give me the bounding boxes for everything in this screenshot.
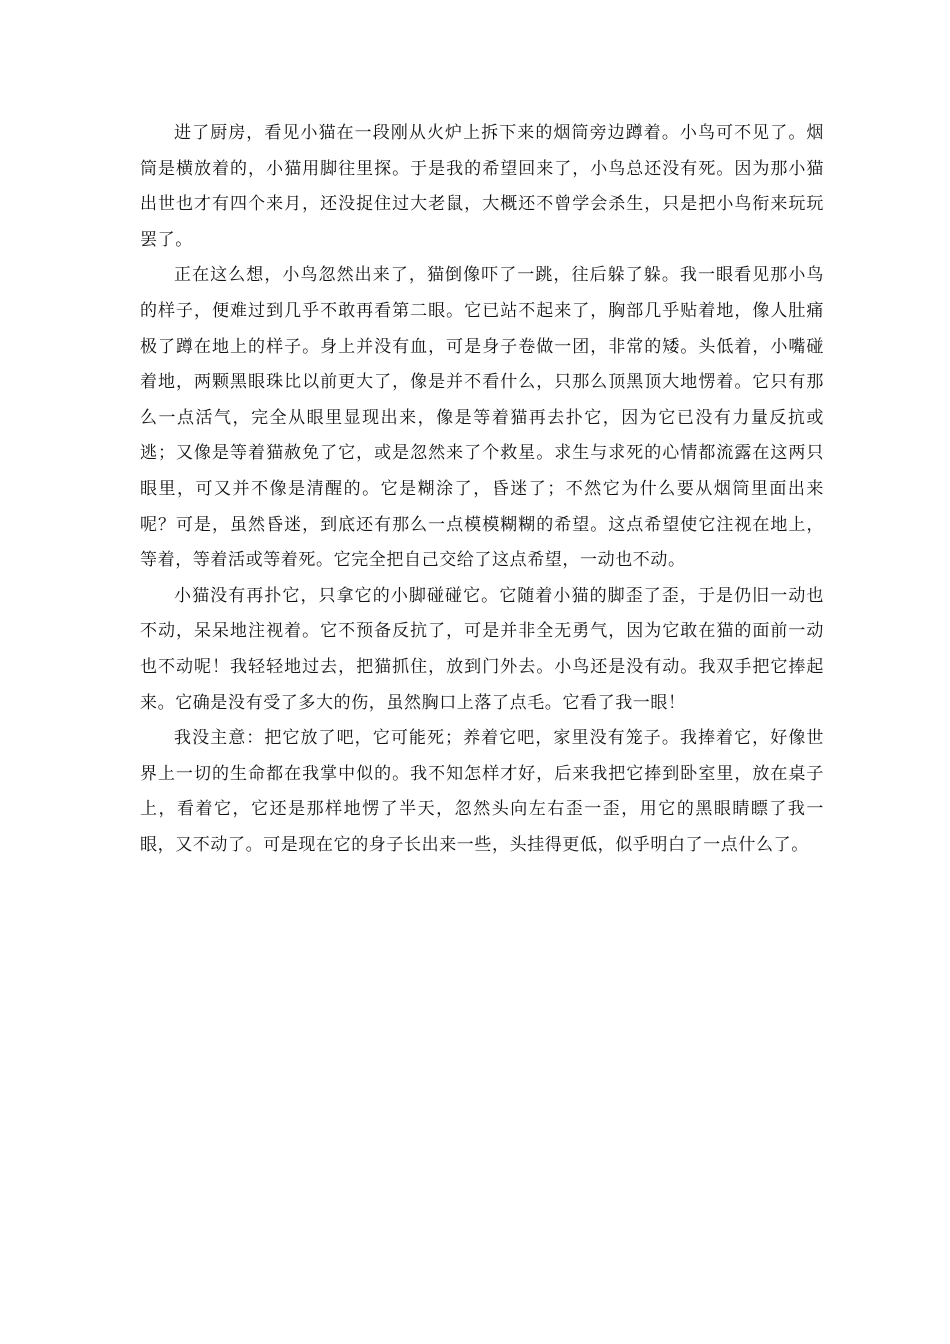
paragraph-3: 小猫没有再扑它，只拿它的小脚碰碰它。它随着小猫的脚歪了歪，于是仍旧一动也不动，呆呆地注视着。它不预备反抗了，可是并非全无勇气，因为它敢在猫的面前一动也不动呢！我轻轻地过去，把猫抓住，放到门外去。小鸟还是没有动。我双手把它捧起来。它确是没有受了多大的伤，虽然胸口上落了点毛。它看了我一眼！: [140, 585, 824, 713]
document-body: [140, 116, 824, 863]
paragraph-1: 进了厨房，看见小猫在一段刚从火炉上拆下来的烟筒旁边蹲着。小鸟可不见了。烟筒是横放着的，小猫用脚往里探。于是我的希望回来了，小鸟总还没有死。因为那小猫出世也才有四个来月，还没捉住过大老鼠，大概还不曾学会杀生，只是把小鸟衔来玩玩罢了。: [140, 123, 824, 250]
paragraph-4: 我没主意：把它放了吧，它可能死；养着它吧，家里没有笼子。我捧着它，好像世界上一切的生命都在我掌中似的。我不知怎样才好，后来我把它捧到卧室里，放在桌子上，看着它，它还是那样地愣了半天，忽然头向左右歪一歪，用它的黑眼睛瞟了我一眼，又不动了。可是现在它的身子长出来一些，头挂得更低，似乎明白了一点什么了。: [140, 728, 824, 855]
paragraph-2: 正在这么想，小鸟忽然出来了，猫倒像吓了一跳，往后躲了躲。我一眼看见那小鸟的样子，便难过到几乎不敢再看第二眼。它已站不起来了，胸部几乎贴着地，像人肚痛极了蹲在地上的样子。身上并没有血，可是身子卷做一团，非常的矮。头低着，小嘴碰着地，两颗黑眼珠比以前更大了，像是并不看什么，只那么顶黑顶大地愣着。它只有那么一点活气，完全从眼里显现出来，像是等着猫再去扑它，因为它已没有力量反抗或逃；又像是等着猫赦免了它，或是忽然来了个救星。求生与求死的心情都流露在这两只眼里，可又并不像是清醒的。它是糊涂了，昏迷了；不然它为什么要从烟筒里面出来呢？可是，虽然昏迷，到底还有那么一点模模糊糊的希望。这点希望使它注视在地上，等着，等着活或等着死。它完全把自己交给了这点希望，一动也不动。: [140, 265, 824, 571]
